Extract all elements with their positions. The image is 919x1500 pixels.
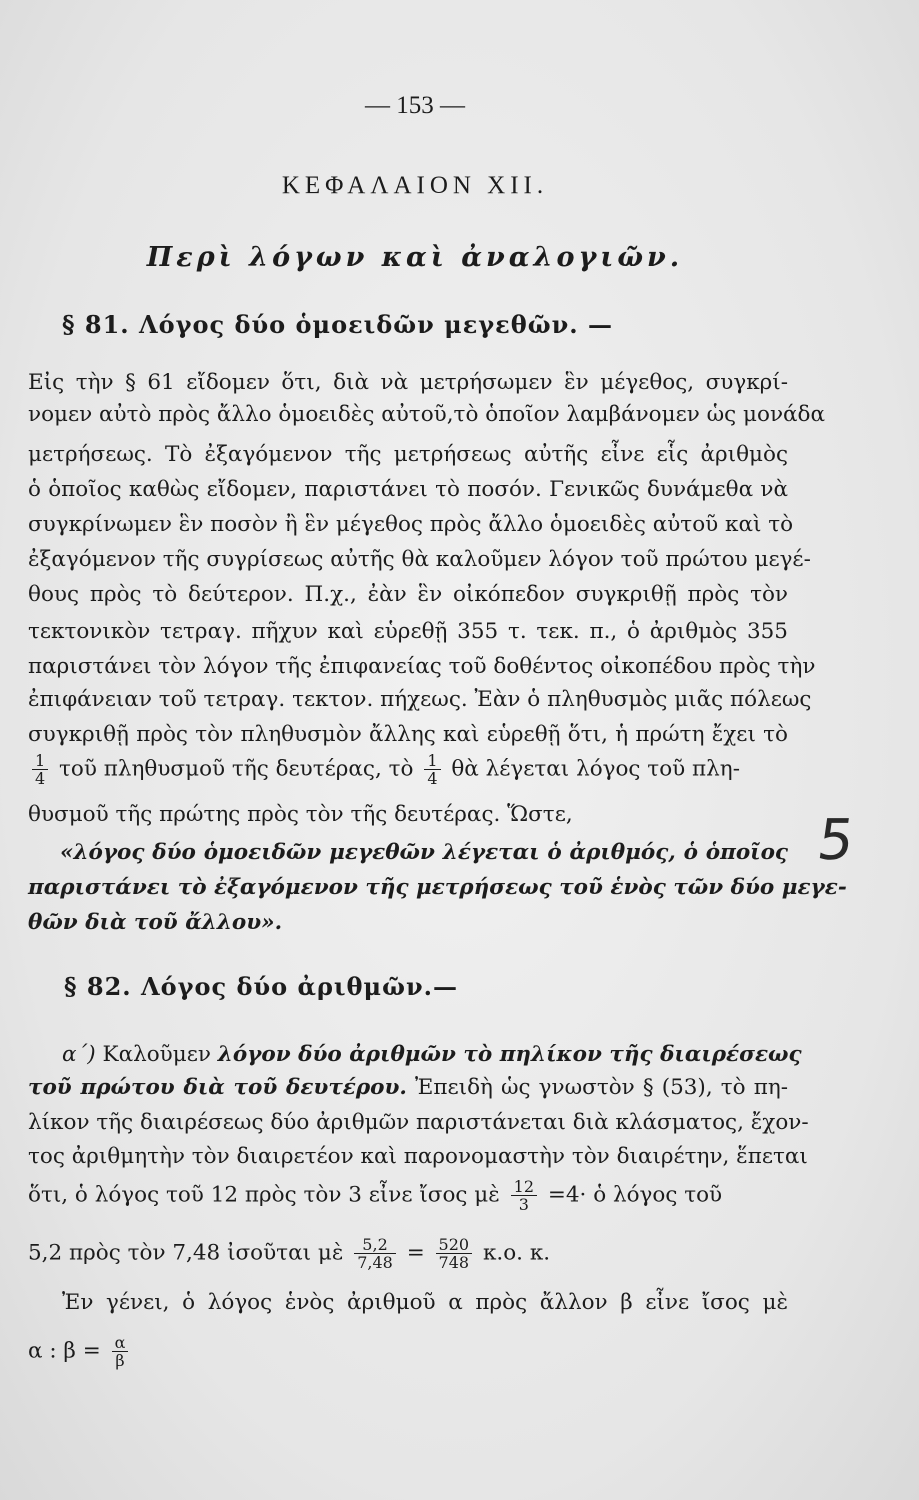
definition-text: λόγον δύο ἀριθμῶν τὸ πηλίκον τῆς διαιρέσεως xyxy=(217,1042,802,1067)
definition-line: παριστάνει τὸ ἐξαγόμενον τῆς μετρήσεως τοῦ ἑνὸς τῶν δύο μεγε- xyxy=(28,875,847,900)
fraction xyxy=(436,1236,473,1271)
text-segment: κ.ο. κ. xyxy=(482,1240,551,1266)
paragraph-line: θυσμοῦ τῆς πρώτης πρὸς τὸν τῆς δευτέρας. Ὥστε, xyxy=(28,802,573,827)
text-segment: θὰ λέγεται λόγος τοῦ πλη- xyxy=(451,756,740,782)
paragraph-line: Εἰς τὴν § 61 εἴδομεν ὅτι, διὰ νὰ μετρήσωμεν ἓν μέγεθος, συγκρί- xyxy=(28,370,788,395)
paragraph-line: ἐξαγόμενον τῆς συγρίσεως αὐτῆς θὰ καλοῦμεν λόγον τοῦ πρώτου μεγέ- xyxy=(28,547,811,572)
page-number: — 153 — xyxy=(365,92,465,119)
definition-line: θῶν διὰ τοῦ ἄλλου». xyxy=(28,910,283,935)
fraction xyxy=(354,1236,396,1271)
paragraph-line-with-fractions xyxy=(28,752,788,787)
paragraph-line: τος ἀριθμητὴν τὸν διαιρετέον καὶ παρονομαστὴν τὸν διαιρέτην, ἕπεται xyxy=(28,1144,808,1169)
fraction xyxy=(112,1334,129,1369)
paragraph-line xyxy=(62,1040,802,1070)
paragraph-line: θους πρὸς τὸ δεύτερον. Π.χ., ἐὰν ἓν οἰκόπεδον συγκριθῇ πρὸς τὸν xyxy=(28,582,788,607)
text-segment: 5,2 πρὸς τὸν 7,48 ἰσοῦται μὲ xyxy=(28,1240,344,1266)
paragraph-line: τεκτονικὸν τετραγ. πῆχυν καὶ εὑρεθῇ 355 τ. τεκ. π., ὁ ἀριθμὸς 355 xyxy=(28,619,788,644)
paragraph-line: ἐπιφάνειαν τοῦ τετραγ. τεκτον. πήχεως. Ἐὰν ὁ πληθυσμὸς μιᾶς πόλεως xyxy=(28,687,812,712)
fraction xyxy=(511,1178,537,1213)
fraction-numerator: α xyxy=(114,1333,126,1352)
section-82-heading: § 82. Λόγος δύο ἀριθμῶν.— xyxy=(64,972,458,1001)
paragraph-line-with-fractions xyxy=(28,1236,788,1271)
fraction-denominator: 4 xyxy=(424,769,440,787)
equals-sign: = xyxy=(406,1240,425,1266)
paragraph-line: Ἐν γένει, ὁ λόγος ἑνὸς ἀριθμοῦ α πρὸς ἄλλον β εἶνε ἴσος μὲ xyxy=(62,1290,788,1315)
section-81-heading: § 81. Λόγος δύο ὁμοειδῶν μεγεθῶν. — xyxy=(62,310,613,339)
paragraph-line: συγκριθῇ πρὸς τὸν πληθυσμὸν ἄλλης καὶ εὑρεθῇ ὅτι, ἡ πρώτη ἔχει τὸ xyxy=(28,722,788,747)
fraction xyxy=(32,752,48,787)
fraction xyxy=(424,752,440,787)
formula-line xyxy=(28,1334,788,1369)
fraction-numerator: 1 xyxy=(35,751,46,770)
paragraph-line: παριστάνει τὸν λόγον τῆς ἐπιφανείας τοῦ δοθέντος οἰκοπέδου πρὸς τὴν xyxy=(28,654,816,679)
text-segment: Ἐπειδὴ ὡς γνωστὸν § (53), τὸ πη- xyxy=(415,1075,788,1100)
chapter-heading: ΚΕΦΑΛΑΙΟΝ ΧΙΙ. xyxy=(281,172,549,199)
paragraph-line: νομεν αὐτὸ πρὸς ἄλλο ὁμοειδὲς αὐτοῦ,τὸ ὁποῖον λαμβάνομεν ὡς μονάδα xyxy=(28,402,825,427)
paragraph-line-with-fractions xyxy=(28,1178,788,1213)
text-segment: Καλοῦμεν xyxy=(102,1042,211,1067)
paragraph-line: ὁ ὁποῖος καθὼς εἴδομεν, παριστάνει τὸ ποσόν. Γενικῶς δυνάμεθα νὰ xyxy=(28,477,788,502)
handwritten-margin-mark: 5 xyxy=(813,808,859,873)
fraction-denominator: 748 xyxy=(436,1253,473,1271)
paragraph-line xyxy=(28,1073,788,1103)
paragraph-line: λίκον τῆς διαιρέσεως δύο ἀριθμῶν παριστάνεται διὰ κλάσματος, ἔχον- xyxy=(28,1110,809,1135)
fraction-numerator: 5,2 xyxy=(362,1235,388,1254)
formula-left: α : β = xyxy=(28,1338,101,1364)
text-segment: =4· ὁ λόγος τοῦ xyxy=(547,1182,723,1208)
fraction-numerator: 12 xyxy=(513,1177,534,1196)
definition-text: τοῦ πρώτου διὰ τοῦ δευτέρου. xyxy=(28,1075,407,1100)
text-segment: ὅτι, ὁ λόγος τοῦ 12 πρὸς τὸν 3 εἶνε ἴσος μὲ xyxy=(28,1182,500,1208)
item-label: α΄) xyxy=(62,1042,96,1067)
paragraph-line: συγκρίνωμεν ἓν ποσὸν ἢ ἓν μέγεθος πρὸς ἄλλο ὁμοειδὲς αὐτοῦ καὶ τὸ xyxy=(28,512,794,537)
fraction-denominator: β xyxy=(112,1351,129,1369)
fraction-numerator: 1 xyxy=(427,751,438,770)
text-segment: τοῦ πληθυσμοῦ τῆς δευτέρας, τὸ xyxy=(59,756,414,782)
fraction-denominator: 4 xyxy=(32,769,48,787)
chapter-title: Περὶ λόγων καὶ ἀναλογιῶν. xyxy=(146,242,684,273)
paragraph-line: μετρήσεως. Τὸ ἐξαγόμενον τῆς μετρήσεως αὐτῆς εἶνε εἷς ἀριθμὸς xyxy=(28,442,788,467)
fraction-denominator: 3 xyxy=(511,1195,537,1213)
fraction-numerator: 520 xyxy=(438,1235,470,1254)
fraction-denominator: 7,48 xyxy=(354,1253,396,1271)
definition-line: «λόγος δύο ὁμοειδῶν μεγεθῶν λέγεται ὁ ἀριθμός, ὁ ὁποῖος xyxy=(60,840,788,865)
